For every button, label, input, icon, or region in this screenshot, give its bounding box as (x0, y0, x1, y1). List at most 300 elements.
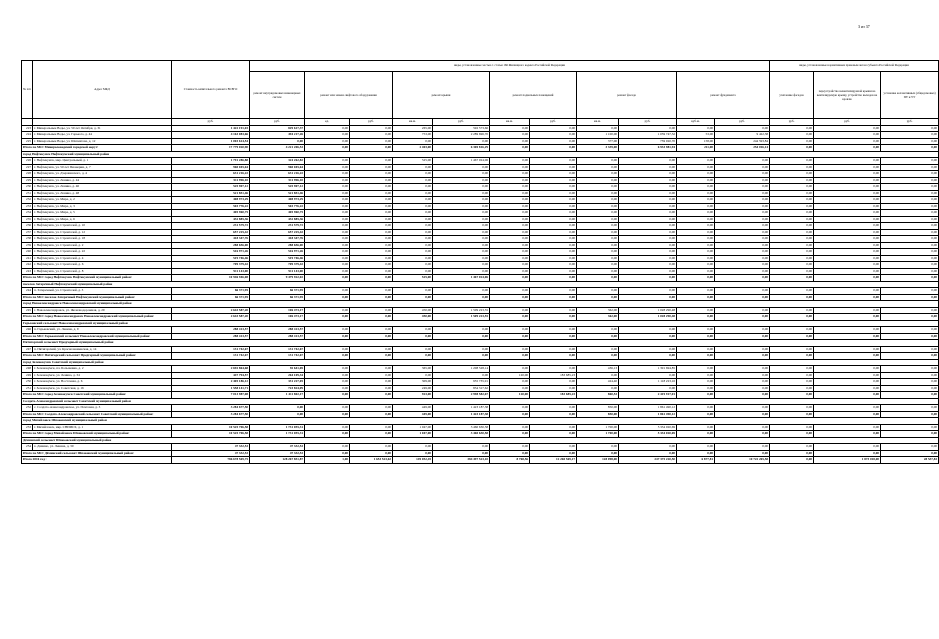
table-cell: 0,00 (770, 197, 814, 204)
table-cell: 0,00 (881, 203, 939, 210)
table-cell: 0,00 (490, 275, 530, 282)
table-cell: 0,00 (350, 372, 393, 379)
table-cell: 0,00 (577, 346, 619, 353)
table-cell: 0,00 (305, 275, 350, 282)
table-cell: 0,00 (530, 255, 577, 262)
table-cell: с. Солдато-Александровское, ул. Почтовая, д. 3 (33, 405, 172, 412)
table-cell: 0,00 (350, 431, 393, 438)
table-cell: 0,00 (677, 288, 715, 295)
table-cell: г. Нефтекумск, ул. Дзержинского, д. 4 (33, 171, 172, 178)
table-cell: 0,00 (350, 366, 393, 373)
table-cell: 0,00 (814, 177, 881, 184)
table-cell: 183 685,23 (530, 392, 577, 399)
table-cell: 0,00 (770, 379, 814, 386)
table-cell: 960 045,64 (250, 164, 305, 171)
table-cell: 232 (22, 197, 33, 204)
table-cell: 0,00 (490, 353, 530, 360)
table-cell: 0,00 (393, 138, 433, 145)
table-cell: 17 779 020,90 (172, 145, 250, 152)
table-cell: 0,00 (715, 158, 770, 165)
col-group-regional: виды, установленные нормативным правовым актом субъекта Российской Федерации (770, 61, 939, 72)
table-cell: 0,00 (305, 177, 350, 184)
unit-cell: руб. (172, 119, 250, 126)
table-cell: 0,00 (393, 450, 433, 457)
table-cell: 631 216,22 (172, 171, 250, 178)
table-cell: 254 016,14 (715, 145, 770, 152)
table-cell: г. Нефтекумск, мкр. Центральный, д. 1 (33, 158, 172, 165)
table-cell: 0,00 (881, 236, 939, 243)
table-cell: 0,00 (393, 353, 433, 360)
table-cell: 0,00 (715, 288, 770, 295)
table-cell: 0,00 (715, 210, 770, 217)
table-cell: 288 413,57 (172, 333, 250, 340)
table-cell: 0,00 (770, 177, 814, 184)
table-cell: 1 873 018,00 (814, 457, 881, 464)
table-cell: 0,00 (677, 223, 715, 230)
table-cell: 0,00 (715, 294, 770, 301)
table-cell: 0,00 (814, 294, 881, 301)
table-cell: 0,00 (770, 288, 814, 295)
table-cell: 236 (22, 223, 33, 230)
table-cell: 0,00 (619, 327, 677, 334)
table-cell: 0,00 (433, 190, 490, 197)
table-cell: 0,00 (577, 223, 619, 230)
table-cell: 0,00 (305, 145, 350, 152)
table-cell: Итого 2016 год : (22, 457, 172, 464)
table-cell: 449,00 (393, 405, 433, 412)
table-cell: 0,00 (577, 236, 619, 243)
table-cell: г. Зеленокумск, ул. Советская, д. 16 (33, 385, 172, 392)
table-cell: 131 742,67 (250, 353, 305, 360)
table-cell: 0,00 (490, 255, 530, 262)
table-cell: 0,00 (619, 210, 677, 217)
table-cell: г. Минеральные Воды, ул. Горького, д. 44 (33, 132, 172, 139)
table-cell: 0,00 (350, 424, 393, 431)
table-cell: 0,00 (619, 346, 677, 353)
table-cell: 1 558 141,71 (172, 385, 250, 392)
table-cell: 521 851,46 (250, 190, 305, 197)
table-cell: 0,00 (433, 288, 490, 295)
table-cell: 0,00 (814, 366, 881, 373)
table-cell: 592 573,66 (433, 125, 490, 132)
table-cell: 0,00 (490, 145, 530, 152)
table-cell: 240 (22, 249, 33, 256)
table-cell: 0,00 (881, 392, 939, 399)
table-cell: 0,00 (350, 171, 393, 178)
table-cell: 0,00 (881, 424, 939, 431)
table-cell: 0,00 (393, 255, 433, 262)
table-cell: 0,00 (770, 327, 814, 334)
table-cell: 0,00 (770, 158, 814, 165)
table-cell: 0,00 (490, 132, 530, 139)
table-cell: 0,00 (814, 242, 881, 249)
table-cell: 0,00 (433, 197, 490, 204)
table-cell: 0,00 (677, 405, 715, 412)
col-header-elevator: ремонт или замена лифтового оборудования (305, 72, 393, 119)
table-cell: 0,00 (490, 184, 530, 191)
table-cell: 47 332,53 (250, 450, 305, 457)
table-cell: 0,00 (350, 411, 393, 418)
table-cell: 0,00 (715, 392, 770, 399)
table-cell: 0,00 (715, 379, 770, 386)
table-cell: 0,00 (305, 216, 350, 223)
table-cell: 0,00 (433, 333, 490, 340)
table-cell: 0,00 (577, 268, 619, 275)
table-cell: 0,00 (305, 203, 350, 210)
table-cell: 0,00 (770, 392, 814, 399)
table-cell: 0,00 (490, 190, 530, 197)
table-cell: 0,00 (677, 444, 715, 451)
table-cell: 0,00 (881, 353, 939, 360)
table-cell: 0,00 (814, 392, 881, 399)
table-cell: 424,40 (577, 379, 619, 386)
table-cell: 0,00 (490, 216, 530, 223)
table-cell: 0,00 (305, 431, 350, 438)
table-cell: 0,00 (881, 262, 939, 269)
unit-cell: руб. (881, 119, 939, 126)
table-cell: 0,00 (715, 190, 770, 197)
table-cell: 243 (22, 268, 33, 275)
unit-cell: руб. (530, 119, 577, 126)
table-cell: 0,00 (305, 268, 350, 275)
table-cell: г. Нефтекумск, ул. Мира, д. 3 (33, 203, 172, 210)
table-cell: 0,00 (305, 450, 350, 457)
table-cell: 0,00 (814, 223, 881, 230)
table-cell: 0,00 (677, 275, 715, 282)
table-cell: 0,00 (814, 236, 881, 243)
table-cell: 0,00 (530, 158, 577, 165)
table-cell: 0,00 (490, 307, 530, 314)
table-cell: 0,00 (770, 405, 814, 412)
table-cell: 0,00 (350, 450, 393, 457)
table-cell: 0,00 (814, 275, 881, 282)
table-cell: 0,00 (715, 385, 770, 392)
table-cell: 1 059 747,32 (619, 132, 677, 139)
table-cell: 254 (22, 444, 33, 451)
table-cell: 47 332,53 (172, 444, 250, 451)
table-cell: 0,00 (530, 346, 577, 353)
table-cell: 0,00 (305, 372, 350, 379)
table-cell: 231 (22, 190, 33, 197)
table-cell: 0,00 (715, 353, 770, 360)
table-cell: г. Нефтекумск, ул. Строителей, д. 6 (33, 262, 172, 269)
table-cell: 0,00 (881, 385, 939, 392)
table-cell: 0,00 (433, 346, 490, 353)
table-cell: 0,00 (814, 255, 881, 262)
table-cell: 1 411 802,17 (250, 392, 305, 399)
col-header-foundation: ремонт фундамента (677, 72, 770, 119)
table-cell: 0,00 (881, 411, 939, 418)
table-cell: 0,00 (433, 444, 490, 451)
table-cell: 521 851,46 (172, 190, 250, 197)
table-cell: п. Пятигорский, ул. Краснознаменская, д. 14 (33, 346, 172, 353)
table-cell: 384 497 523,10 (433, 457, 490, 464)
table-cell: 0,00 (677, 268, 715, 275)
table-cell: 0,00 (305, 158, 350, 165)
col-header-roof: ремонт крыши (393, 72, 490, 119)
table-cell: 0,00 (677, 184, 715, 191)
table-cell: 0,00 (619, 164, 677, 171)
table-cell: 0,00 (814, 216, 881, 223)
table-cell: 149 052,45 (393, 457, 433, 464)
table-cell: 224 (22, 132, 33, 139)
table-cell: 0,00 (433, 203, 490, 210)
table-cell: 0,00 (814, 411, 881, 418)
col-header-roof-rebuild: переустройство невентилируемой крыши на вентилируемую крышу, устройство выходов на кровлю (814, 72, 881, 119)
table-cell: 0,00 (305, 314, 350, 321)
table-cell: 0,00 (677, 294, 715, 301)
table-cell: 3 339,00 (577, 145, 619, 152)
table-cell: 0,00 (770, 275, 814, 282)
table-cell: 0,00 (305, 255, 350, 262)
table-cell: 0,00 (490, 327, 530, 334)
table-cell: 0,00 (393, 190, 433, 197)
table-cell: 0,00 (770, 424, 814, 431)
table-cell: 0,00 (530, 177, 577, 184)
table-cell: 0,00 (433, 184, 490, 191)
table-cell: г. Зеленокумск, ул. Восточная, д. 6 (33, 379, 172, 386)
table-cell: 0,00 (677, 249, 715, 256)
table-cell: 0,00 (814, 249, 881, 256)
table-cell: 249,00 (393, 385, 433, 392)
table-cell: 0,00 (433, 372, 490, 379)
table-cell: 0,00 (619, 216, 677, 223)
table-cell: 786 678 569,75 (172, 457, 250, 464)
table-cell: 418 347,76 (250, 236, 305, 243)
table-cell: 0,00 (530, 190, 577, 197)
table-cell: 0,00 (530, 236, 577, 243)
table-cell: 0,00 (530, 210, 577, 217)
table-cell: 225 (22, 138, 33, 145)
table-cell: 0,00 (490, 125, 530, 132)
table-cell: г. Минеральные Воды, ул. 50 лет Октября, д. 31 (33, 125, 172, 132)
table-cell: 0,00 (530, 138, 577, 145)
table-cell: 0,00 (770, 203, 814, 210)
table-cell: 519 746,46 (172, 255, 250, 262)
table-cell: 0,00 (881, 431, 939, 438)
table-cell: 0,00 (350, 236, 393, 243)
table-cell: 120,00 (490, 392, 530, 399)
table-cell: 0,00 (530, 307, 577, 314)
table-cell: 0,00 (715, 255, 770, 262)
table-cell: 0,00 (677, 171, 715, 178)
table-cell: 0,00 (393, 288, 433, 295)
table-cell: г. Михайловск, мкр. СНИИСХ, д. 1 (33, 424, 172, 431)
table-cell: 494 217,26 (250, 132, 305, 139)
table-cell: Итого по МО: Горьковский сельсовет Новоалександровский муниципальный район: (22, 333, 172, 340)
table-cell: 28 537,83 (881, 457, 939, 464)
table-cell: 0,00 (393, 203, 433, 210)
table-cell: 911 143,00 (250, 268, 305, 275)
table-cell: 0,00 (814, 346, 881, 353)
table-cell: 0,00 (350, 275, 393, 282)
table-cell: 0,00 (715, 444, 770, 451)
table-cell: 1 653 523,62 (350, 457, 393, 464)
table-cell: 0,00 (677, 197, 715, 204)
table-cell: 0,00 (577, 158, 619, 165)
table-cell: 0,00 (530, 444, 577, 451)
table-cell: 0,00 (881, 307, 939, 314)
table-cell: 47 332,53 (172, 450, 250, 457)
col-header-insulation: утепление фасадов (770, 72, 814, 119)
table-cell: 0,00 (677, 164, 715, 171)
table-cell: 0,00 (677, 385, 715, 392)
table-cell: 0,00 (881, 288, 939, 295)
table-cell: 405 960,75 (172, 210, 250, 217)
table-cell: 0,00 (677, 307, 715, 314)
table-cell: 0,00 (715, 223, 770, 230)
table-cell: 0,00 (715, 229, 770, 236)
table-cell: 0,00 (770, 242, 814, 249)
table-cell: 231 579,72 (172, 223, 250, 230)
table-cell: 1 423 187,38 (433, 411, 490, 418)
table-cell: 0,00 (619, 353, 677, 360)
table-cell: 106 473,17 (250, 314, 305, 321)
table-cell: 0,00 (814, 405, 881, 412)
table-cell: 0,00 (350, 223, 393, 230)
table-cell: 0,00 (619, 236, 677, 243)
table-cell: 0,00 (677, 411, 715, 418)
table-cell: 7 013 987,08 (172, 392, 250, 399)
table-cell: 0,00 (814, 450, 881, 457)
table-cell: 0,00 (881, 171, 939, 178)
table-cell: 0,00 (350, 145, 393, 152)
table-cell: 450,00 (393, 307, 433, 314)
table-cell: поселок Затеречный Нефтекумский муниципальный район (22, 281, 939, 288)
unit-cell: руб. (250, 119, 305, 126)
table-cell: 131 742,67 (172, 353, 250, 360)
table-cell: 0,00 (530, 333, 577, 340)
table-cell: 631 216,22 (250, 171, 305, 178)
table-cell: 0,00 (770, 236, 814, 243)
table-cell: 0,00 (814, 262, 881, 269)
table-cell: 432 885,36 (172, 216, 250, 223)
table-cell: 0,00 (677, 125, 715, 132)
table-cell: 449,00 (393, 411, 433, 418)
table-cell: 0,00 (881, 327, 939, 334)
table-cell: 0,00 (433, 236, 490, 243)
table-cell: 0,00 (577, 327, 619, 334)
table-cell: 0,00 (350, 353, 393, 360)
table-cell: 0,00 (619, 158, 677, 165)
table-cell: 247 375 220,50 (619, 457, 677, 464)
table-cell: 0,00 (715, 242, 770, 249)
table-cell: 0,00 (677, 327, 715, 334)
table-cell: 9 479 922,02 (250, 275, 305, 282)
table-cell: 1,00 (305, 457, 350, 464)
table-cell: 0,00 (490, 346, 530, 353)
table-cell: 0,00 (250, 138, 305, 145)
table-cell: 0,00 (814, 184, 881, 191)
table-cell: г. Нефтекумск, ул. Ленина, д. 46 (33, 184, 172, 191)
table-cell: 1 100,00 (577, 132, 619, 139)
table-cell: 0,00 (250, 411, 305, 418)
table-cell: Солдато-Александровский сельсовет Советский муниципальный район (22, 398, 939, 405)
table-cell: 0,00 (350, 184, 393, 191)
table-cell: 2 998 582,67 (433, 392, 490, 399)
table-cell: 516 971,26 (172, 249, 250, 256)
table-cell: 0,00 (577, 216, 619, 223)
table-cell: 0,00 (433, 242, 490, 249)
table-cell: 0,00 (770, 314, 814, 321)
table-cell: 0,00 (715, 216, 770, 223)
table-cell: 0,00 (881, 138, 939, 145)
table-cell: 0,00 (530, 125, 577, 132)
table-cell: 525,00 (393, 158, 433, 165)
table-cell: 0,00 (814, 158, 881, 165)
table-cell: 362,00 (577, 314, 619, 321)
table-cell: 252 (22, 405, 33, 412)
table-cell: 0,00 (677, 424, 715, 431)
table-cell: 0,00 (393, 333, 433, 340)
table-cell: 0,00 (881, 197, 939, 204)
table-cell: 0,00 (530, 203, 577, 210)
table-cell: 0,00 (490, 229, 530, 236)
table-cell: 0,00 (881, 372, 939, 379)
table-cell: 226 (22, 158, 33, 165)
table-cell: 288 413,57 (250, 327, 305, 334)
table-cell: 0,00 (305, 405, 350, 412)
table-cell: 0,00 (677, 236, 715, 243)
table-cell: 0,00 (490, 158, 530, 165)
table-cell: 0,00 (490, 431, 530, 438)
table-cell: 0,00 (305, 184, 350, 191)
table-cell: 1 509 223,55 (433, 314, 490, 321)
table-cell: 0,00 (770, 132, 814, 139)
table-cell: 0,00 (577, 372, 619, 379)
table-cell: 242 (22, 262, 33, 269)
table-cell: 246 (22, 327, 33, 334)
table-cell: город Новоалександровск Новоалександровский муниципальный район (22, 301, 939, 308)
table-cell: 92 641,69 (250, 366, 305, 373)
table-cell: 0,00 (770, 411, 814, 418)
table-cell: Горьковский сельсовет Новоалександровский муниципальный район (22, 320, 939, 327)
table-cell: г. Зеленокумск, пл. Большевик, д. 2 (33, 366, 172, 373)
table-cell: 0,00 (677, 216, 715, 223)
table-cell: 0,00 (577, 249, 619, 256)
table-cell: 447 794,57 (172, 372, 250, 379)
unit-cell: руб. (350, 119, 393, 126)
table-cell: 245 (22, 307, 33, 314)
table-cell: 251 (22, 385, 33, 392)
table-cell: 0,00 (490, 138, 530, 145)
table-cell: 0,00 (619, 184, 677, 191)
table-cell: 0,00 (577, 125, 619, 132)
table-cell: Итого по МО: Пятигорский сельсовет Предгорный муниципальный район: (22, 353, 172, 360)
table-cell: 503 776,22 (172, 203, 250, 210)
table-cell: 0,00 (305, 288, 350, 295)
table-cell: г. Нефтекумск, ул. 50 лет Пионерии, д. 7 (33, 164, 172, 171)
table-cell: 0,00 (350, 242, 393, 249)
table-cell: 0,00 (814, 431, 881, 438)
table-cell: 0,00 (881, 125, 939, 132)
table-cell: 1 003 614,54 (172, 138, 250, 145)
table-cell: 8 768,56 (490, 457, 530, 464)
table-cell: 0,00 (881, 379, 939, 386)
table-cell: 5 334 020,69 (619, 424, 677, 431)
table-cell: 0,00 (350, 444, 393, 451)
table-cell: 234 (22, 210, 33, 217)
table-cell: 288 656,00 (250, 242, 305, 249)
table-cell: 657 225,42 (172, 229, 250, 236)
table-cell: 0,00 (530, 405, 577, 412)
table-cell: 241 (22, 255, 33, 262)
table-cell: 0,00 (814, 333, 881, 340)
table-cell: 1 422 191,03 (172, 125, 250, 132)
table-cell: Итого по МО: город Нефтекумск Нефтекумский муниципальный район: (22, 275, 172, 282)
unit-cell: руб. (715, 119, 770, 126)
table-cell: г. Нефтекумск, ул. Мира, д. 6 (33, 216, 172, 223)
